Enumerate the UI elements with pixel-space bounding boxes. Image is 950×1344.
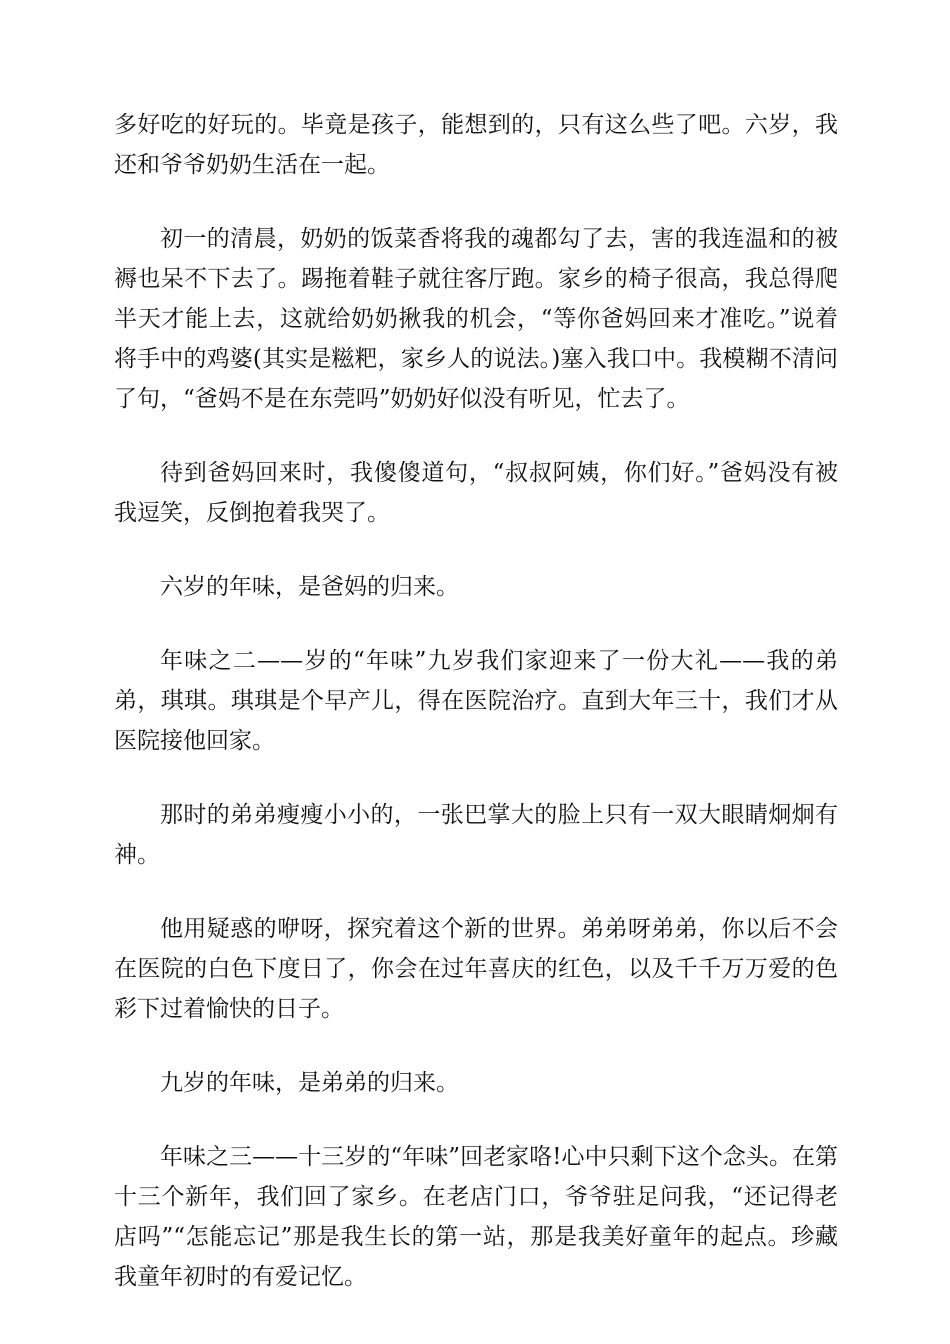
paragraph-4: 六岁的年味，是爸妈的归来。	[160, 574, 459, 600]
paragraph-5: 年味之二——岁的“年味”九岁我们家迎来了一份大礼——我的弟弟，琪琪。琪琪是个早产儿，得在医院治疗。直到大年三十，我们才从医院接他回家。	[114, 648, 838, 754]
paragraph-7: 他用疑惑的咿呀，探究着这个新的世界。弟弟呀弟弟，你以后不会在医院的白色下度日了，你会在过年喜庆的红色，以及千千万万爱的色彩下过着愉快的日子。	[114, 916, 838, 1022]
paragraph-6: 那时的弟弟瘦瘦小小的，一张巴掌大的脸上只有一双大眼睛炯炯有神。	[114, 802, 838, 868]
paragraph-2: 初一的清晨，奶奶的饭菜香将我的魂都勾了去，害的我连温和的被褥也呆不下去了。踢拖着鞋子就往客厅跑。家乡的椅子很高，我总得爬半天才能上去，这就给奶奶揪我的机会，“等你爸妈回来才准吃。”说着将手中的鸡婆(其实是糍粑，家乡人的说法。)塞入我口中。我模糊不清问了句，“爸妈不是在东莞吗”奶奶好似没有听见，忙去了。	[114, 226, 838, 412]
paragraph-9: 年味之三——十三岁的“年味”回老家咯!心中只剩下这个念头。在第十三个新年，我们回了家乡。在老店门口，爷爷驻足问我，“还记得老店吗”“怎能忘记”那是我生长的第一站，那是我美好童年的起点。珍藏我童年初时的有爱记忆。	[114, 1144, 838, 1290]
document-body	[114, 105, 838, 1331]
paragraph-3: 待到爸妈回来时，我傻傻道句，“叔叔阿姨，你们好。”爸妈没有被我逗笑，反倒抱着我哭了。	[114, 460, 838, 526]
paragraph-8: 九岁的年味，是弟弟的归来。	[160, 1070, 459, 1096]
paragraph-1: 多好吃的好玩的。毕竟是孩子，能想到的，只有这么些了吧。六岁，我还和爷爷奶奶生活在一起。	[114, 112, 838, 178]
